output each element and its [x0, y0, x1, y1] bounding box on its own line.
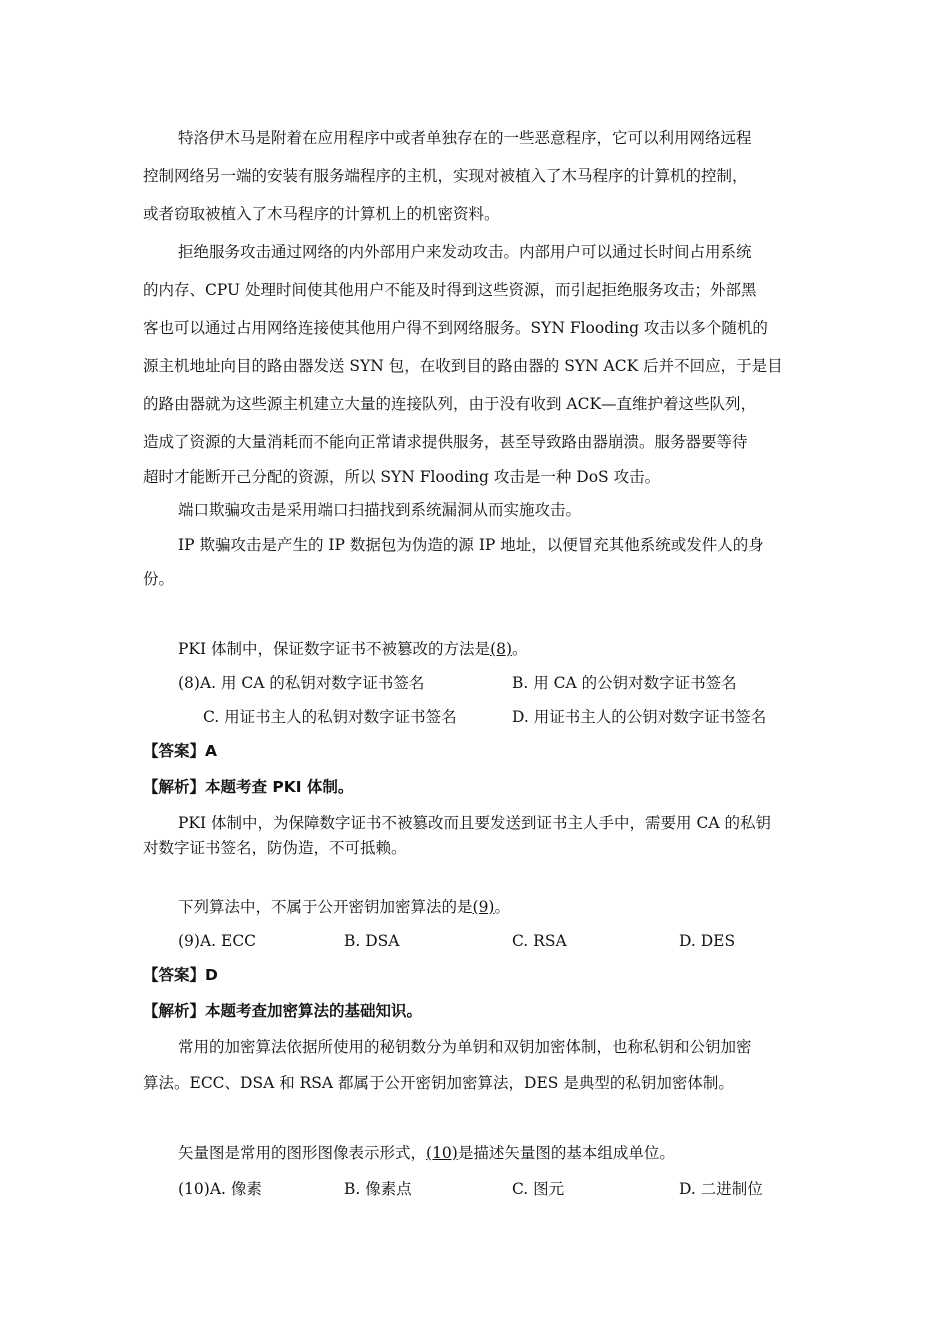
q9-answer: 【答案】D	[143, 966, 218, 984]
dos-line-2: 的内存、CPU 处理时间使其他用户不能及时得到这些资源，而引起拒绝服务攻击；外部黑	[143, 281, 757, 299]
q8-option-d: D. 用证书主人的公钥对数字证书签名	[512, 708, 767, 726]
q10-blank: (10)	[426, 1144, 458, 1162]
q9-blank: (9)	[472, 898, 495, 916]
q8-option-b: B. 用 CA 的公钥对数字证书签名	[512, 674, 737, 692]
q9-explanation-1: 常用的加密算法依据所使用的秘钥数分为单钥和双钥加密体制，也称私钥和公钥加密	[178, 1038, 752, 1056]
q9-option-c: C. RSA	[512, 932, 567, 950]
trojan-line-1: 特洛伊木马是附着在应用程序中或者单独存在的一些恶意程序，它可以利用网络远程	[178, 129, 752, 147]
q8-explanation-1: PKI 体制中，为保障数字证书不被篡改而且要发送到证书主人手中，需要用 CA 的私钥	[178, 814, 771, 832]
ip-line-1: IP 欺骗攻击是产生的 IP 数据包为伪造的源 IP 地址，以便冒充其他系统或发件人的身	[178, 536, 764, 554]
ip-line-2: 份。	[143, 570, 175, 588]
q10-option-b: B. 像素点	[344, 1180, 412, 1198]
q8-stem: PKI 体制中，保证数字证书不被篡改的方法是(8)。	[178, 640, 528, 658]
dos-line-6: 造成了资源的大量消耗而不能向正常请求提供服务，甚至导致路由器崩溃。服务器要等待	[143, 433, 748, 451]
q9-stem: 下列算法中，不属于公开密钥加密算法的是(9)。	[178, 898, 510, 916]
q10-option-d: D. 二进制位	[679, 1180, 763, 1198]
dos-line-7: 超时才能断开己分配的资源，所以 SYN Flooding 攻击是一种 DoS 攻击。	[143, 468, 661, 486]
dos-line-1: 拒绝服务攻击通过网络的内外部用户来发动攻击。内部用户可以通过长时间占用系统	[178, 243, 752, 261]
q9-option-b: B. DSA	[344, 932, 400, 950]
trojan-line-2: 控制网络另一端的安装有服务端程序的主机，实现对被植入了木马程序的计算机的控制，	[143, 167, 748, 185]
trojan-line-3: 或者窃取被植入了木马程序的计算机上的机密资料。	[143, 205, 500, 223]
q10-option-c: C. 图元	[512, 1180, 565, 1198]
port-line-1: 端口欺骗攻击是采用端口扫描找到系统漏洞从而实施攻击。	[178, 501, 582, 519]
dos-line-5: 的路由器就为这些源主机建立大量的连接队列，由于没有收到 ACK—直维护着这些队列，	[143, 395, 757, 413]
q9-analysis-heading: 【解析】本题考查加密算法的基础知识。	[143, 1002, 423, 1020]
q8-answer: 【答案】A	[143, 742, 217, 760]
q9-explanation-2: 算法。ECC、DSA 和 RSA 都属于公开密钥加密算法，DES 是典型的私钥加密体制。	[143, 1074, 734, 1092]
q8-blank: (8)	[490, 640, 513, 658]
q10-stem: 矢量图是常用的图形图像表示形式，(10)是描述矢量图的基本组成单位。	[178, 1144, 675, 1162]
q9-option-d: D. DES	[679, 932, 736, 950]
q9-option-a: (9)A. ECC	[178, 932, 257, 950]
q8-explanation-2: 对数字证书签名，防伪造，不可抵赖。	[143, 839, 407, 857]
q10-option-a: (10)A. 像素	[178, 1180, 262, 1198]
dos-line-3: 客也可以通过占用网络连接使其他用户得不到网络服务。SYN Flooding 攻击以多个随机的	[143, 319, 768, 337]
q8-option-c: C. 用证书主人的私钥对数字证书签名	[203, 708, 457, 726]
q8-option-a: (8)A. 用 CA 的私钥对数字证书签名	[178, 674, 425, 692]
q8-analysis-heading: 【解析】本题考查 PKI 体制。	[143, 778, 354, 796]
dos-line-4: 源主机地址向目的路由器发送 SYN 包，在收到目的路由器的 SYN ACK 后并不回应，于是目	[143, 357, 783, 375]
